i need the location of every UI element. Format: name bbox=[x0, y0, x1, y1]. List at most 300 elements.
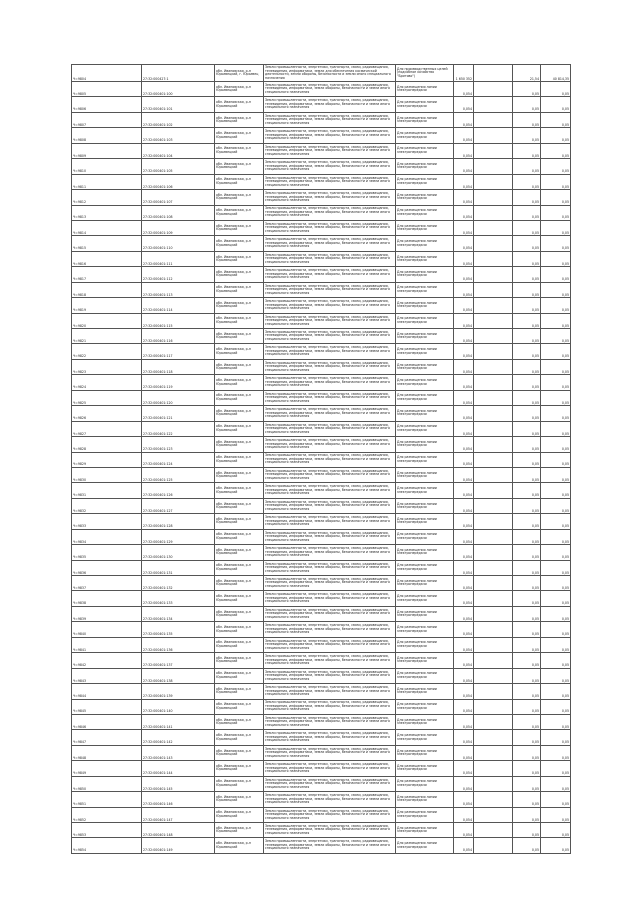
row-number-cell: Ч=9811 bbox=[72, 174, 142, 189]
land-category-cell: Земли промышленности, энергетики, транспорта, связи, радиовещания, телевидения, информатики, земли обороны, безопасности и земли иного специального назначения bbox=[264, 282, 396, 297]
cadastral-number-cell: 27:32:000401:108 bbox=[142, 205, 215, 220]
area-cell: 0,054 bbox=[454, 591, 474, 606]
value-cell: 0,05 bbox=[541, 174, 571, 189]
empty-cell bbox=[474, 467, 513, 482]
empty-cell bbox=[474, 159, 513, 174]
address-cell: обл. Ивановская, р-н Юрьевецкий bbox=[215, 838, 264, 853]
value-cell: 0,05 bbox=[541, 699, 571, 714]
rate-cell: 0,05 bbox=[513, 560, 541, 575]
rate-cell: 0,05 bbox=[513, 467, 541, 482]
permitted-use-cell: Для размещения линии электропередачи bbox=[396, 545, 454, 560]
permitted-use-cell: Для размещения линии электропередачи bbox=[396, 82, 454, 97]
permitted-use-cell: Для размещения линии электропередачи bbox=[396, 606, 454, 621]
value-cell: 0,05 bbox=[541, 545, 571, 560]
permitted-use-cell: Для размещения линии электропередачи bbox=[396, 406, 454, 421]
row-number-cell: Ч=9844 bbox=[72, 684, 142, 699]
empty-cell bbox=[474, 390, 513, 405]
land-category-cell: Земли промышленности, энергетики, транспорта, связи, радиовещания, телевидения, информатики, земли обороны, безопасности и земли иного специального назначения bbox=[264, 807, 396, 822]
permitted-use-cell: Для размещения линии электропередачи bbox=[396, 220, 454, 235]
land-category-cell: Земли промышленности, энергетики, транспорта, связи, радиовещания, телевидения, информатики, земли обороны, безопасности и земли иного специального назначения bbox=[264, 128, 396, 143]
row-number-cell: Ч=9840 bbox=[72, 622, 142, 637]
empty-cell bbox=[474, 529, 513, 544]
area-cell: 0,054 bbox=[454, 82, 474, 97]
area-cell: 0,054 bbox=[454, 406, 474, 421]
rate-cell: 0,05 bbox=[513, 545, 541, 560]
value-cell: 0,05 bbox=[541, 792, 571, 807]
area-cell: 0,054 bbox=[454, 560, 474, 575]
land-category-cell: Земли промышленности, энергетики, транспорта, связи, радиовещания, телевидения, информатики, земли для обеспечения космической деятельности, земли обороны, безопасности и земли иного специального назначения bbox=[264, 65, 396, 82]
permitted-use-cell: Для размещения линии электропередачи bbox=[396, 761, 454, 776]
table-row bbox=[72, 65, 571, 82]
value-cell: 0,05 bbox=[541, 298, 571, 313]
land-category-cell: Земли промышленности, энергетики, транспорта, связи, радиовещания, телевидения, информатики, земли обороны, безопасности и земли иного специального назначения bbox=[264, 236, 396, 251]
area-cell: 0,054 bbox=[454, 174, 474, 189]
area-cell: 0,054 bbox=[454, 313, 474, 328]
permitted-use-cell: Для размещения линии электропередачи bbox=[396, 344, 454, 359]
cadastral-number-cell: 27:32:000401:132 bbox=[142, 576, 215, 591]
table-row bbox=[72, 406, 571, 421]
rate-cell: 0,05 bbox=[513, 267, 541, 282]
address-cell: обл. Ивановская, р-н Юрьевецкий bbox=[215, 807, 264, 822]
table-row bbox=[72, 267, 571, 282]
address-cell: обл. Ивановская, р-н Юрьевецкий bbox=[215, 576, 264, 591]
area-cell: 0,054 bbox=[454, 437, 474, 452]
permitted-use-cell: Для размещения линии электропередачи bbox=[396, 792, 454, 807]
permitted-use-cell: Для размещения линии электропередачи bbox=[396, 190, 454, 205]
rate-cell: 0,05 bbox=[513, 684, 541, 699]
land-category-cell: Земли промышленности, энергетики, транспорта, связи, радиовещания, телевидения, информатики, земли обороны, безопасности и земли иного специального назначения bbox=[264, 761, 396, 776]
table-row bbox=[72, 112, 571, 127]
area-cell: 0,054 bbox=[454, 761, 474, 776]
permitted-use-cell: Для размещения линии электропередачи bbox=[396, 421, 454, 436]
cadastral-number-cell: 27:32:000401:113 bbox=[142, 282, 215, 297]
rate-cell: 0,05 bbox=[513, 344, 541, 359]
permitted-use-cell: Для размещения линии электропередачи bbox=[396, 776, 454, 791]
area-cell: 0,054 bbox=[454, 143, 474, 158]
row-number-cell: Ч=9845 bbox=[72, 699, 142, 714]
address-cell: обл. Ивановская, р-н Юрьевецкий bbox=[215, 653, 264, 668]
permitted-use-cell: Для размещения линии электропередачи bbox=[396, 128, 454, 143]
rate-cell: 0,05 bbox=[513, 761, 541, 776]
address-cell: обл. Ивановская, р-н Юрьевецкий bbox=[215, 483, 264, 498]
land-category-cell: Земли промышленности, энергетики, транспорта, связи, радиовещания, телевидения, информатики, земли обороны, безопасности и земли иного специального назначения bbox=[264, 714, 396, 729]
address-cell: обл. Ивановская, р-н Юрьевецкий bbox=[215, 359, 264, 374]
area-cell: 0,054 bbox=[454, 452, 474, 467]
address-cell: обл. Ивановская, р-н Юрьевецкий bbox=[215, 684, 264, 699]
cadastral-number-cell: 27:32:000401:148 bbox=[142, 823, 215, 838]
empty-cell bbox=[474, 205, 513, 220]
permitted-use-cell: Для размещения линии электропередачи bbox=[396, 437, 454, 452]
empty-cell bbox=[474, 329, 513, 344]
cadastral-number-cell: 27:32:000401:116 bbox=[142, 329, 215, 344]
address-cell: обл. Ивановская, р-н Юрьевецкий bbox=[215, 514, 264, 529]
cadastral-number-cell: 27:32:000401:124 bbox=[142, 452, 215, 467]
empty-cell bbox=[474, 282, 513, 297]
permitted-use-cell: Для размещения линии электропередачи bbox=[396, 97, 454, 112]
area-cell: 0,054 bbox=[454, 514, 474, 529]
cadastral-number-cell: 27:32:000401:146 bbox=[142, 792, 215, 807]
row-number-cell: Ч=9809 bbox=[72, 143, 142, 158]
value-cell: 0,05 bbox=[541, 730, 571, 745]
empty-cell bbox=[474, 267, 513, 282]
rate-cell: 21,54 bbox=[513, 65, 541, 82]
address-cell: обл. Ивановская, р-н Юрьевецкий bbox=[215, 236, 264, 251]
rate-cell: 0,05 bbox=[513, 498, 541, 513]
area-cell: 0,054 bbox=[454, 298, 474, 313]
table-row bbox=[72, 359, 571, 374]
empty-cell bbox=[474, 591, 513, 606]
cadastral-number-cell: 27:32:000401:125 bbox=[142, 467, 215, 482]
rate-cell: 0,05 bbox=[513, 97, 541, 112]
cadastral-number-cell: 27:32:000401:103 bbox=[142, 128, 215, 143]
address-cell: обл. Ивановская, р-н Юрьевецкий bbox=[215, 606, 264, 621]
permitted-use-cell: Для производственных целей (подсобное хозяйство "Бритово") bbox=[396, 65, 454, 82]
rate-cell: 0,05 bbox=[513, 251, 541, 266]
land-category-cell: Земли промышленности, энергетики, транспорта, связи, радиовещания, телевидения, информатики, земли обороны, безопасности и земли иного специального назначения bbox=[264, 483, 396, 498]
land-category-cell: Земли промышленности, энергетики, транспорта, связи, радиовещания, телевидения, информатики, земли обороны, безопасности и земли иного специального назначения bbox=[264, 730, 396, 745]
empty-cell bbox=[474, 82, 513, 97]
table-row bbox=[72, 807, 571, 822]
area-cell: 0,054 bbox=[454, 838, 474, 853]
value-cell: 0,05 bbox=[541, 761, 571, 776]
empty-cell bbox=[474, 684, 513, 699]
land-category-cell: Земли промышленности, энергетики, транспорта, связи, радиовещания, телевидения, информатики, земли обороны, безопасности и земли иного специального назначения bbox=[264, 437, 396, 452]
permitted-use-cell: Для размещения линии электропередачи bbox=[396, 205, 454, 220]
empty-cell bbox=[474, 730, 513, 745]
permitted-use-cell: Для размещения линии электропередачи bbox=[396, 174, 454, 189]
land-category-cell: Земли промышленности, энергетики, транспорта, связи, радиовещания, телевидения, информатики, земли обороны, безопасности и земли иного специального назначения bbox=[264, 406, 396, 421]
empty-cell bbox=[474, 143, 513, 158]
address-cell: обл. Ивановская, р-н Юрьевецкий bbox=[215, 205, 264, 220]
rate-cell: 0,05 bbox=[513, 653, 541, 668]
value-cell: 40 814,35 bbox=[541, 65, 571, 82]
rate-cell: 0,05 bbox=[513, 714, 541, 729]
cadastral-number-cell: 27:32:000401:107 bbox=[142, 190, 215, 205]
land-category-cell: Земли промышленности, энергетики, транспорта, связи, радиовещания, телевидения, информатики, земли обороны, безопасности и земли иного специального назначения bbox=[264, 452, 396, 467]
land-category-cell: Земли промышленности, энергетики, транспорта, связи, радиовещания, телевидения, информатики, земли обороны, безопасности и земли иного специального назначения bbox=[264, 637, 396, 652]
permitted-use-cell: Для размещения линии электропередачи bbox=[396, 684, 454, 699]
area-cell: 0,054 bbox=[454, 653, 474, 668]
cadastral-number-cell: 27:32:000401:123 bbox=[142, 437, 215, 452]
row-number-cell: Ч=9826 bbox=[72, 406, 142, 421]
address-cell: обл. Ивановская, р-н Юрьевецкий bbox=[215, 421, 264, 436]
land-category-cell: Земли промышленности, энергетики, транспорта, связи, радиовещания, телевидения, информатики, земли обороны, безопасности и земли иного специального назначения bbox=[264, 622, 396, 637]
value-cell: 0,05 bbox=[541, 529, 571, 544]
area-cell: 0,054 bbox=[454, 390, 474, 405]
permitted-use-cell: Для размещения линии электропередачи bbox=[396, 236, 454, 251]
rate-cell: 0,05 bbox=[513, 421, 541, 436]
area-cell: 0,054 bbox=[454, 375, 474, 390]
address-cell: обл. Ивановская, р-н Юрьевецкий bbox=[215, 560, 264, 575]
permitted-use-cell: Для размещения линии электропередачи bbox=[396, 745, 454, 760]
land-category-cell: Земли промышленности, энергетики, транспорта, связи, радиовещания, телевидения, информатики, земли обороны, безопасности и земли иного специального назначения bbox=[264, 190, 396, 205]
land-category-cell: Земли промышленности, энергетики, транспорта, связи, радиовещания, телевидения, информатики, земли обороны, безопасности и земли иного специального назначения bbox=[264, 112, 396, 127]
empty-cell bbox=[474, 344, 513, 359]
land-category-cell: Земли промышленности, энергетики, транспорта, связи, радиовещания, телевидения, информатики, земли обороны, безопасности и земли иного специального назначения bbox=[264, 375, 396, 390]
land-category-cell: Земли промышленности, энергетики, транспорта, связи, радиовещания, телевидения, информатики, земли обороны, безопасности и земли иного специального назначения bbox=[264, 267, 396, 282]
table-row bbox=[72, 498, 571, 513]
value-cell: 0,05 bbox=[541, 267, 571, 282]
rate-cell: 0,05 bbox=[513, 112, 541, 127]
row-number-cell: Ч=9824 bbox=[72, 375, 142, 390]
empty-cell bbox=[474, 514, 513, 529]
address-cell: обл. Ивановская, р-н Юрьевецкий bbox=[215, 699, 264, 714]
permitted-use-cell: Для размещения линии электропередачи bbox=[396, 329, 454, 344]
table-row bbox=[72, 82, 571, 97]
row-number-cell: Ч=9814 bbox=[72, 220, 142, 235]
land-category-cell: Земли промышленности, энергетики, транспорта, связи, радиовещания, телевидения, информатики, земли обороны, безопасности и земли иного специального назначения bbox=[264, 545, 396, 560]
permitted-use-cell: Для размещения линии электропередачи bbox=[396, 143, 454, 158]
empty-cell bbox=[474, 375, 513, 390]
permitted-use-cell: Для размещения линии электропередачи bbox=[396, 282, 454, 297]
address-cell: обл. Ивановская, р-н Юрьевецкий bbox=[215, 220, 264, 235]
cadastral-number-cell: 27:32:000401:130 bbox=[142, 545, 215, 560]
permitted-use-cell: Для размещения линии электропередачи bbox=[396, 267, 454, 282]
table-row bbox=[72, 251, 571, 266]
table-row bbox=[72, 174, 571, 189]
table-row bbox=[72, 298, 571, 313]
empty-cell bbox=[474, 452, 513, 467]
table-row bbox=[72, 452, 571, 467]
value-cell: 0,05 bbox=[541, 112, 571, 127]
rate-cell: 0,05 bbox=[513, 174, 541, 189]
address-cell: обл. Ивановская, р-н Юрьевецкий bbox=[215, 545, 264, 560]
cadastral-number-cell: 27:32:000401:140 bbox=[142, 699, 215, 714]
land-category-cell: Земли промышленности, энергетики, транспорта, связи, радиовещания, телевидения, информатики, земли обороны, безопасности и земли иного специального назначения bbox=[264, 298, 396, 313]
land-category-cell: Земли промышленности, энергетики, транспорта, связи, радиовещания, телевидения, информатики, земли обороны, безопасности и земли иного специального назначения bbox=[264, 390, 396, 405]
table-row bbox=[72, 761, 571, 776]
area-cell: 0,054 bbox=[454, 329, 474, 344]
permitted-use-cell: Для размещения линии электропередачи bbox=[396, 112, 454, 127]
land-category-cell: Земли промышленности, энергетики, транспорта, связи, радиовещания, телевидения, информатики, земли обороны, безопасности и земли иного специального назначения bbox=[264, 329, 396, 344]
table-row bbox=[72, 622, 571, 637]
row-number-cell: Ч=9822 bbox=[72, 344, 142, 359]
land-category-cell: Земли промышленности, энергетики, транспорта, связи, радиовещания, телевидения, информатики, земли обороны, безопасности и земли иного специального назначения bbox=[264, 82, 396, 97]
address-cell: обл. Ивановская, р-н Юрьевецкий bbox=[215, 745, 264, 760]
row-number-cell: Ч=9819 bbox=[72, 298, 142, 313]
land-category-cell: Земли промышленности, энергетики, транспорта, связи, радиовещания, телевидения, информатики, земли обороны, безопасности и земли иного специального назначения bbox=[264, 174, 396, 189]
permitted-use-cell: Для размещения линии электропередачи bbox=[396, 730, 454, 745]
land-category-cell: Земли промышленности, энергетики, транспорта, связи, радиовещания, телевидения, информатики, земли обороны, безопасности и земли иного специального назначения bbox=[264, 792, 396, 807]
value-cell: 0,05 bbox=[541, 359, 571, 374]
address-cell: обл. Ивановская, р-н Юрьевецкий bbox=[215, 97, 264, 112]
land-category-cell: Земли промышленности, энергетики, транспорта, связи, радиовещания, телевидения, информатики, земли обороны, безопасности и земли иного специального назначения bbox=[264, 313, 396, 328]
row-number-cell: Ч=9853 bbox=[72, 823, 142, 838]
area-cell: 0,054 bbox=[454, 745, 474, 760]
cadastral-number-cell: 27:32:000401:110 bbox=[142, 236, 215, 251]
rate-cell: 0,05 bbox=[513, 190, 541, 205]
value-cell: 0,05 bbox=[541, 653, 571, 668]
rate-cell: 0,05 bbox=[513, 699, 541, 714]
value-cell: 0,05 bbox=[541, 576, 571, 591]
area-cell: 0,054 bbox=[454, 576, 474, 591]
value-cell: 0,05 bbox=[541, 282, 571, 297]
land-category-cell: Земли промышленности, энергетики, транспорта, связи, радиовещания, телевидения, информатики, земли обороны, безопасности и земли иного специального назначения bbox=[264, 823, 396, 838]
land-category-cell: Земли промышленности, энергетики, транспорта, связи, радиовещания, телевидения, информатики, земли обороны, безопасности и земли иного специального назначения bbox=[264, 699, 396, 714]
value-cell: 0,05 bbox=[541, 375, 571, 390]
row-number-cell: Ч=9816 bbox=[72, 251, 142, 266]
row-number-cell: Ч=9818 bbox=[72, 282, 142, 297]
empty-cell bbox=[474, 838, 513, 853]
rate-cell: 0,05 bbox=[513, 220, 541, 235]
table-row bbox=[72, 684, 571, 699]
permitted-use-cell: Для размещения линии электропередачи bbox=[396, 390, 454, 405]
value-cell: 0,05 bbox=[541, 776, 571, 791]
address-cell: обл. Ивановская, р-н Юрьевецкий bbox=[215, 437, 264, 452]
table-row bbox=[72, 220, 571, 235]
permitted-use-cell: Для размещения линии электропередачи bbox=[396, 807, 454, 822]
land-category-cell: Земли промышленности, энергетики, транспорта, связи, радиовещания, телевидения, информатики, земли обороны, безопасности и земли иного специального назначения bbox=[264, 251, 396, 266]
rate-cell: 0,05 bbox=[513, 282, 541, 297]
land-category-cell: Земли промышленности, энергетики, транспорта, связи, радиовещания, телевидения, информатики, земли обороны, безопасности и земли иного специального назначения bbox=[264, 359, 396, 374]
row-number-cell: Ч=9810 bbox=[72, 159, 142, 174]
land-category-cell: Земли промышленности, энергетики, транспорта, связи, радиовещания, телевидения, информатики, земли обороны, безопасности и земли иного специального назначения bbox=[264, 514, 396, 529]
row-number-cell: Ч=9851 bbox=[72, 792, 142, 807]
cadastral-number-cell: 27:32:000401:128 bbox=[142, 514, 215, 529]
address-cell: обл. Ивановская, р-н Юрьевецкий bbox=[215, 267, 264, 282]
rate-cell: 0,05 bbox=[513, 159, 541, 174]
row-number-cell: Ч=9854 bbox=[72, 838, 142, 853]
row-number-cell: Ч=9850 bbox=[72, 776, 142, 791]
cadastral-number-cell: 27:32:000401:101 bbox=[142, 97, 215, 112]
permitted-use-cell: Для размещения линии электропередачи bbox=[396, 452, 454, 467]
value-cell: 0,05 bbox=[541, 483, 571, 498]
land-category-cell: Земли промышленности, энергетики, транспорта, связи, радиовещания, телевидения, информатики, земли обороны, безопасности и земли иного специального назначения bbox=[264, 668, 396, 683]
empty-cell bbox=[474, 251, 513, 266]
empty-cell bbox=[474, 298, 513, 313]
row-number-cell: Ч=9806 bbox=[72, 97, 142, 112]
permitted-use-cell: Для размещения линии электропередачи bbox=[396, 591, 454, 606]
cadastral-number-cell: 27:32:000401:117 bbox=[142, 344, 215, 359]
empty-cell bbox=[474, 313, 513, 328]
cadastral-number-cell: 27:32:000401:134 bbox=[142, 606, 215, 621]
land-category-cell: Земли промышленности, энергетики, транспорта, связи, радиовещания, телевидения, информатики, земли обороны, безопасности и земли иного специального назначения bbox=[264, 205, 396, 220]
cadastral-number-cell: 27:32:000401:120 bbox=[142, 390, 215, 405]
row-number-cell: Ч=9843 bbox=[72, 668, 142, 683]
address-cell: обл. Ивановская, р-н Юрьевецкий bbox=[215, 112, 264, 127]
row-number-cell: Ч=9849 bbox=[72, 761, 142, 776]
value-cell: 0,05 bbox=[541, 591, 571, 606]
table-body bbox=[72, 65, 571, 854]
empty-cell bbox=[474, 65, 513, 82]
table-row bbox=[72, 128, 571, 143]
table-row bbox=[72, 714, 571, 729]
row-number-cell: Ч=9833 bbox=[72, 514, 142, 529]
address-cell: обл. Ивановская, р-н Юрьевецкий bbox=[215, 406, 264, 421]
land-category-cell: Земли промышленности, энергетики, транспорта, связи, радиовещания, телевидения, информатики, земли обороны, безопасности и земли иного специального назначения bbox=[264, 560, 396, 575]
row-number-cell: Ч=9829 bbox=[72, 452, 142, 467]
rate-cell: 0,05 bbox=[513, 390, 541, 405]
permitted-use-cell: Для размещения линии электропередачи bbox=[396, 159, 454, 174]
cadastral-number-cell: 27:32:000401:144 bbox=[142, 761, 215, 776]
table-row bbox=[72, 421, 571, 436]
permitted-use-cell: Для размещения линии электропередачи bbox=[396, 359, 454, 374]
land-category-cell: Земли промышленности, энергетики, транспорта, связи, радиовещания, телевидения, информатики, земли обороны, безопасности и земли иного специального назначения bbox=[264, 529, 396, 544]
rate-cell: 0,05 bbox=[513, 576, 541, 591]
value-cell: 0,05 bbox=[541, 128, 571, 143]
table-row bbox=[72, 313, 571, 328]
address-cell: обл. Ивановская, р-н Юрьевецкий bbox=[215, 313, 264, 328]
table-row bbox=[72, 591, 571, 606]
table-row bbox=[72, 792, 571, 807]
cadastral-number-cell: 27:32:000401:105 bbox=[142, 159, 215, 174]
area-cell: 0,054 bbox=[454, 205, 474, 220]
row-number-cell: Ч=9847 bbox=[72, 730, 142, 745]
value-cell: 0,05 bbox=[541, 807, 571, 822]
area-cell: 0,054 bbox=[454, 622, 474, 637]
address-cell: обл. Ивановская, р-н Юрьевецкий bbox=[215, 282, 264, 297]
area-cell: 0,054 bbox=[454, 529, 474, 544]
address-cell: обл. Ивановская, р-н Юрьевецкий bbox=[215, 622, 264, 637]
area-cell: 0,054 bbox=[454, 699, 474, 714]
table-row bbox=[72, 730, 571, 745]
empty-cell bbox=[474, 761, 513, 776]
permitted-use-cell: Для размещения линии электропередачи bbox=[396, 251, 454, 266]
empty-cell bbox=[474, 792, 513, 807]
cadastral-number-cell: 27:32:000401:112 bbox=[142, 267, 215, 282]
value-cell: 0,05 bbox=[541, 606, 571, 621]
address-cell: обл. Ивановская, р-н Юрьевецкий bbox=[215, 143, 264, 158]
empty-cell bbox=[474, 483, 513, 498]
cadastral-number-cell: 27:32:000401:126 bbox=[142, 483, 215, 498]
area-cell: 0,054 bbox=[454, 267, 474, 282]
area-cell: 0,054 bbox=[454, 668, 474, 683]
table-row bbox=[72, 390, 571, 405]
permitted-use-cell: Для размещения линии электропередачи bbox=[396, 668, 454, 683]
rate-cell: 0,05 bbox=[513, 591, 541, 606]
empty-cell bbox=[474, 128, 513, 143]
rate-cell: 0,05 bbox=[513, 745, 541, 760]
cadastral-number-cell: 27:32:000401:138 bbox=[142, 668, 215, 683]
address-cell: обл. Ивановская, р-н Юрьевецкий bbox=[215, 298, 264, 313]
row-number-cell: Ч=9830 bbox=[72, 467, 142, 482]
area-cell: 1 650 352 bbox=[454, 65, 474, 82]
rate-cell: 0,05 bbox=[513, 437, 541, 452]
cadastral-number-cell: 27:32:000401:139 bbox=[142, 684, 215, 699]
permitted-use-cell: Для размещения линии электропередачи bbox=[396, 637, 454, 652]
area-cell: 0,054 bbox=[454, 97, 474, 112]
land-category-cell: Земли промышленности, энергетики, транспорта, связи, радиовещания, телевидения, информатики, земли обороны, безопасности и земли иного специального назначения bbox=[264, 684, 396, 699]
area-cell: 0,054 bbox=[454, 792, 474, 807]
table-row bbox=[72, 668, 571, 683]
value-cell: 0,05 bbox=[541, 668, 571, 683]
table-row bbox=[72, 699, 571, 714]
table-row bbox=[72, 529, 571, 544]
empty-cell bbox=[474, 807, 513, 822]
table-row bbox=[72, 483, 571, 498]
area-cell: 0,054 bbox=[454, 128, 474, 143]
table-row bbox=[72, 776, 571, 791]
cadastral-number-cell: 27:32:000401:104 bbox=[142, 143, 215, 158]
value-cell: 0,05 bbox=[541, 406, 571, 421]
table-row bbox=[72, 375, 571, 390]
empty-cell bbox=[474, 637, 513, 652]
row-number-cell: Ч=9804 bbox=[72, 65, 142, 82]
row-number-cell: Ч=9817 bbox=[72, 267, 142, 282]
permitted-use-cell: Для размещения линии электропередачи bbox=[396, 838, 454, 853]
table-row bbox=[72, 823, 571, 838]
cadastral-number-cell: 27:32:000401:106 bbox=[142, 174, 215, 189]
area-cell: 0,054 bbox=[454, 823, 474, 838]
table-row bbox=[72, 190, 571, 205]
row-number-cell: Ч=9813 bbox=[72, 205, 142, 220]
permitted-use-cell: Для размещения линии электропередачи bbox=[396, 560, 454, 575]
rate-cell: 0,05 bbox=[513, 82, 541, 97]
value-cell: 0,05 bbox=[541, 437, 571, 452]
row-number-cell: Ч=9837 bbox=[72, 576, 142, 591]
cadastral-number-cell: 27:32:000401:141 bbox=[142, 714, 215, 729]
land-category-cell: Земли промышленности, энергетики, транспорта, связи, радиовещания, телевидения, информатики, земли обороны, безопасности и земли иного специального назначения bbox=[264, 576, 396, 591]
